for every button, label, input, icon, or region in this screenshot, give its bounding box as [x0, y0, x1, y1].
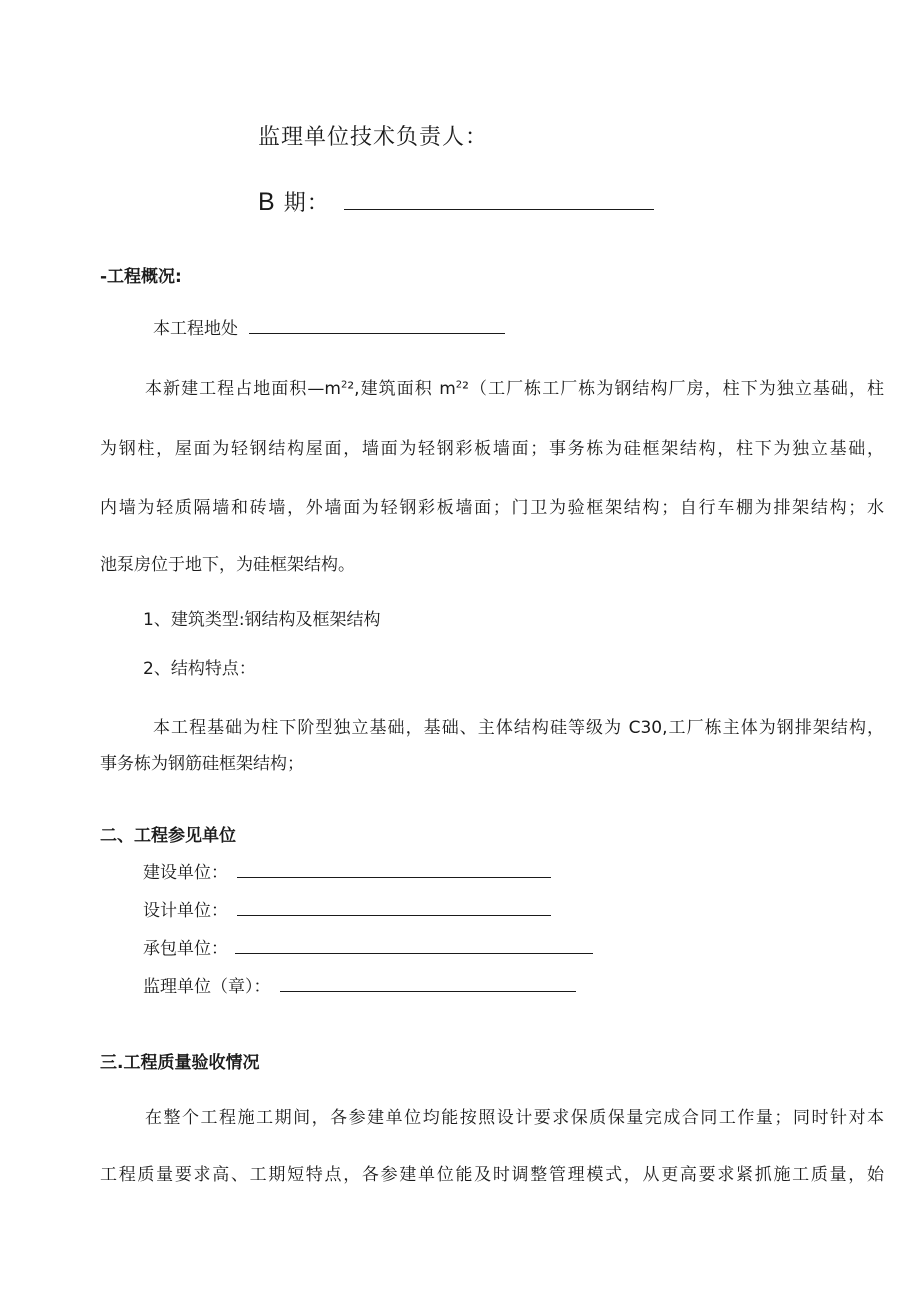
contractor-unit-field [143, 935, 593, 959]
supervision-unit-blank[interactable] [280, 973, 576, 992]
date-label-prefix: B [258, 188, 276, 216]
overview-line-3: 内墙为轻质隔墙和砖墙，外墙面为轻钢彩板墙面；门卫为验框架结构；自行车棚为排架结构；水 [100, 498, 884, 518]
structure-line-2: 事务栋为钢筋硅框架结构； [100, 754, 304, 774]
quality-line-2: 工程质量要求高、工期短特点，各参建单位能及时调整管理模式，从更高要求紧抓施工质量，始 [100, 1165, 884, 1185]
section-1-heading: -工程概况: [100, 267, 182, 287]
structure-line-1: 本工程基础为柱下阶型独立基础，基础、主体结构硅等级为 C30,工厂栋主体为钢排架结构， [153, 718, 884, 738]
quality-line-1: 在整个工程施工期间，各参建单位均能按照设计要求保质保量完成合同工作量；同时针对本 [145, 1108, 884, 1128]
design-unit-blank[interactable] [237, 897, 551, 916]
building-type-item: 1、建筑类型:钢结构及框架结构 [143, 610, 381, 630]
overview-line-2: 为钢柱，屋面为轻钢结构屋面，墙面为轻钢彩板墙面；事务栋为硅框架结构，柱下为独立基础， [100, 439, 884, 459]
supervision-unit-label: 监理单位（章）： [143, 977, 271, 997]
date-label: 期： [283, 191, 330, 216]
construction-unit-label: 建设单位： [143, 863, 228, 883]
location-row [153, 315, 505, 339]
contractor-unit-blank[interactable] [235, 935, 593, 954]
tech-lead-signature-label: 监理单位技术负责人： [258, 125, 489, 150]
overview-line-1-c: ²（工厂栋工厂栋为钢结构厂房，柱下为独立基础，柱 [462, 379, 884, 399]
design-unit-label: 设计单位： [143, 901, 228, 921]
date-signature-row [258, 186, 654, 217]
contractor-unit-label: 承包单位： [143, 939, 228, 959]
construction-unit-field [143, 859, 551, 883]
section-2-heading: 二、工程参见单位 [100, 826, 236, 846]
construction-unit-blank[interactable] [237, 859, 551, 878]
overview-line-4: 池泵房位于地下，为硅框架结构。 [100, 555, 355, 575]
location-blank-line[interactable] [249, 315, 505, 334]
date-blank-line[interactable] [344, 187, 654, 210]
design-unit-field [143, 897, 551, 921]
overview-line-1-b: ²,建筑面积 m [347, 379, 456, 399]
section-3-heading: 三.工程质量验收情况 [100, 1053, 260, 1073]
structure-feature-item: 2、结构特点： [143, 659, 256, 679]
overview-line-1: 本新建工程占地面积$—m^2^2$,建筑面积 $m^2^2$（工厂栋工厂栋为钢结构厂房，柱下为独立基础，柱 [145, 379, 884, 399]
location-label: 本工程地处 [153, 319, 238, 339]
supervision-unit-field [143, 973, 576, 997]
